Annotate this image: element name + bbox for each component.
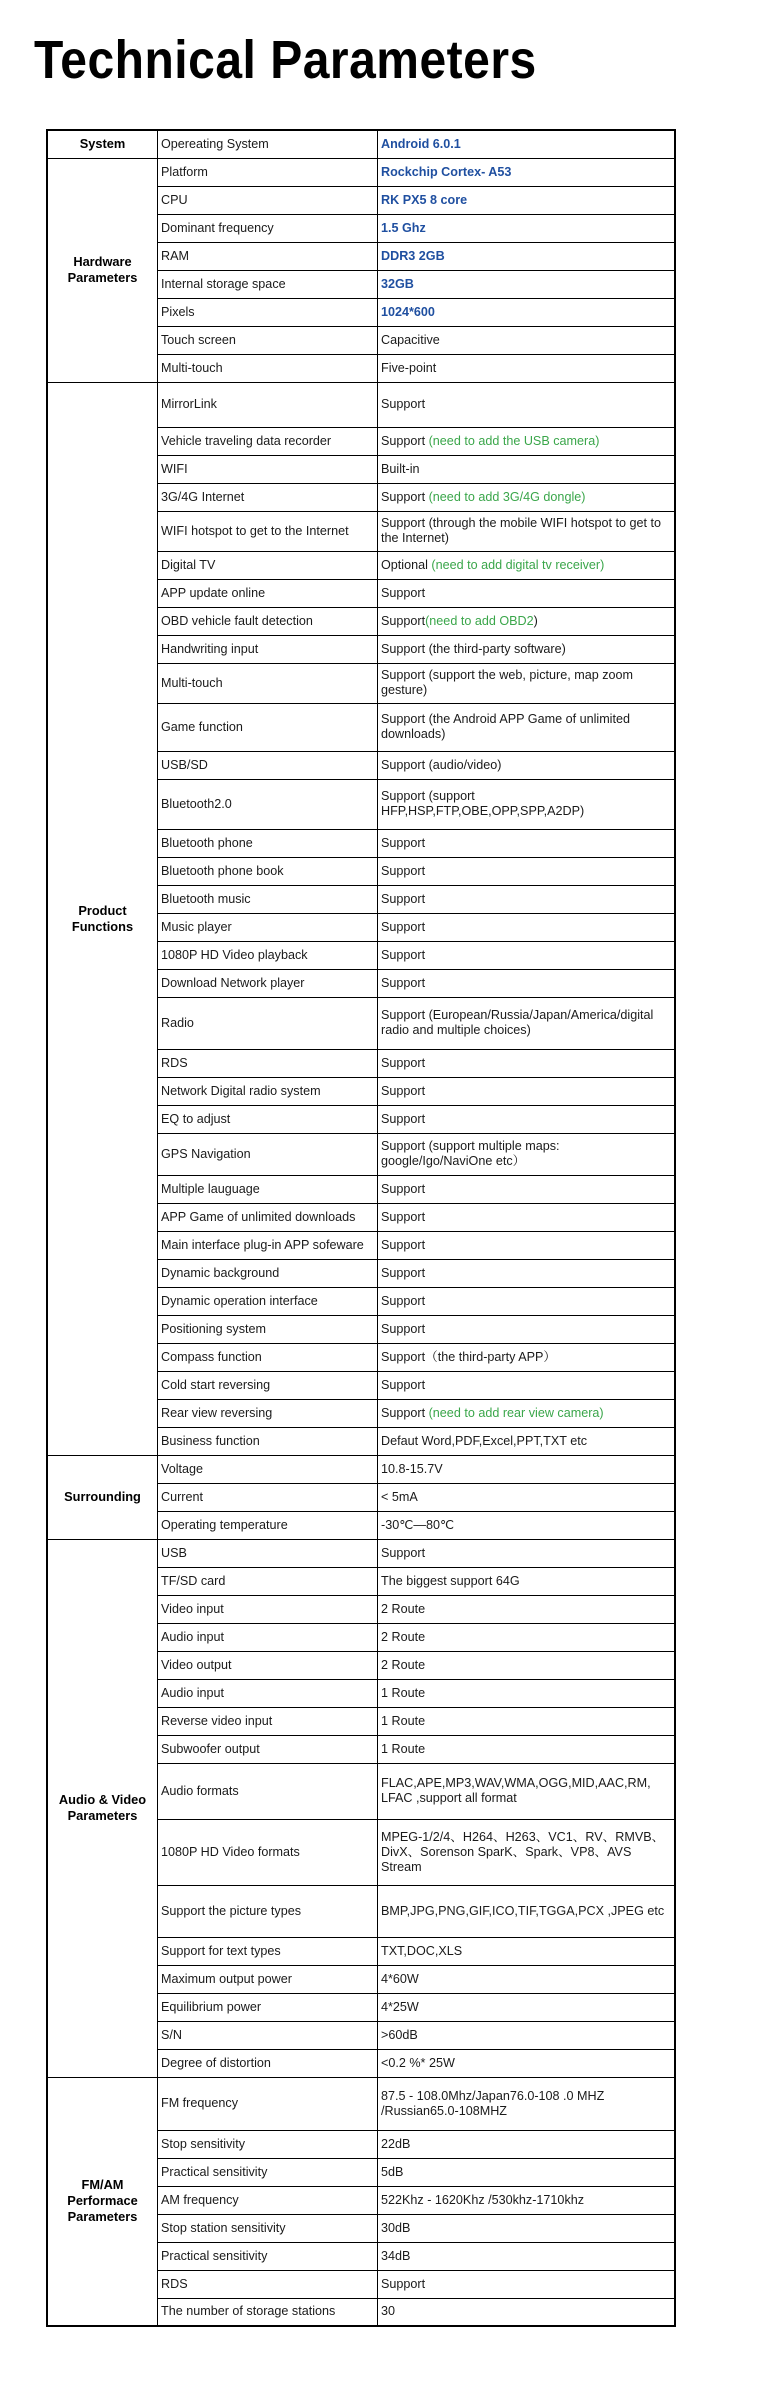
parameter-value — [378, 1511, 676, 1539]
parameter-value — [378, 2130, 676, 2158]
value-text: MPEG-1/2/4、H264、H263、VC1、RV、RMVB、DivX、Sorenson SparK、Spark、VP8、AVS Stream — [381, 1829, 665, 1874]
parameter-name: APP update online — [158, 579, 378, 607]
parameter-value — [378, 2242, 676, 2270]
value-text: 2 Route — [381, 1629, 426, 1644]
parameter-value — [378, 1133, 676, 1175]
value-text: Support — [381, 835, 426, 850]
parameter-value — [378, 969, 676, 997]
value-text: 10.8-15.7V — [381, 1461, 443, 1476]
parameter-value — [378, 1483, 676, 1511]
parameter-value — [378, 242, 676, 270]
table-row — [47, 158, 675, 186]
value-text: 22dB — [381, 2136, 411, 2151]
parameter-name: Opereating System — [158, 130, 378, 158]
parameter-value — [378, 511, 676, 551]
parameter-value — [378, 1371, 676, 1399]
parameter-name: Video input — [158, 1595, 378, 1623]
parameter-name: Compass function — [158, 1343, 378, 1371]
parameter-value — [378, 1679, 676, 1707]
parameter-name: Bluetooth music — [158, 885, 378, 913]
parameter-name: Internal storage space — [158, 270, 378, 298]
parameter-name: RDS — [158, 2270, 378, 2298]
value-text: 87.5 - 108.0Mhz/Japan76.0-108 .0 MHZ /Russian65.0-108MHZ — [381, 2088, 605, 2118]
parameter-name: Rear view reversing — [158, 1399, 378, 1427]
parameter-name: Main interface plug-in APP sofeware — [158, 1231, 378, 1259]
parameter-name: USB/SD — [158, 751, 378, 779]
parameter-value — [378, 298, 676, 326]
value-text: Support — [381, 585, 426, 600]
value-text: -30℃—80℃ — [381, 1517, 455, 1532]
value-text: 4*25W — [381, 1999, 419, 2014]
parameter-name: Multiple lauguage — [158, 1175, 378, 1203]
parameter-value — [378, 1763, 676, 1819]
value-text: >60dB — [381, 2027, 418, 2042]
parameter-value — [378, 1105, 676, 1133]
parameter-name: WIFI — [158, 455, 378, 483]
parameter-name: Game function — [158, 703, 378, 751]
parameter-value — [378, 186, 676, 214]
parameter-value — [378, 130, 676, 158]
parameter-name: 1080P HD Video playback — [158, 941, 378, 969]
parameter-name: Video output — [158, 1651, 378, 1679]
value-text: Rockchip Cortex- A53 — [381, 164, 512, 179]
parameter-value — [378, 2077, 676, 2130]
parameter-name: Pixels — [158, 298, 378, 326]
parameter-name: CPU — [158, 186, 378, 214]
value-text: Support (the third-party software) — [381, 641, 566, 656]
parameter-value — [378, 158, 676, 186]
value-text: Support — [381, 1083, 426, 1098]
parameter-name: Subwoofer output — [158, 1735, 378, 1763]
parameter-name: Platform — [158, 158, 378, 186]
parameter-value — [378, 551, 676, 579]
parameter-name: Positioning system — [158, 1315, 378, 1343]
value-text: Support (audio/video) — [381, 757, 502, 772]
value-note: (need to add 3G/4G dongle) — [428, 489, 586, 504]
parameter-name: AM frequency — [158, 2186, 378, 2214]
parameter-name: Stop station sensitivity — [158, 2214, 378, 2242]
value-text: 34dB — [381, 2248, 411, 2263]
value-text: Support — [381, 1181, 426, 1196]
parameter-name: Audio input — [158, 1623, 378, 1651]
parameter-value — [378, 214, 676, 242]
parameter-value — [378, 326, 676, 354]
table-row — [47, 2077, 675, 2130]
parameter-value — [378, 354, 676, 382]
parameter-value — [378, 1735, 676, 1763]
parameter-value — [378, 579, 676, 607]
parameter-value — [378, 2049, 676, 2077]
parameter-value — [378, 382, 676, 427]
parameter-name: RDS — [158, 1049, 378, 1077]
value-text: < 5mA — [381, 1489, 418, 1504]
value-text: 1 Route — [381, 1685, 426, 1700]
parameter-name: APP Game of unlimited downloads — [158, 1203, 378, 1231]
parameter-name: Multi-touch — [158, 663, 378, 703]
value-text: Support (through the mobile WIFI hotspot to get to the Internet) — [381, 516, 662, 545]
parameter-value — [378, 427, 676, 455]
parameter-name: Cold start reversing — [158, 1371, 378, 1399]
parameter-name: Stop sensitivity — [158, 2130, 378, 2158]
parameter-value — [378, 1819, 676, 1885]
parameter-name: Voltage — [158, 1455, 378, 1483]
category-cell: FM/AM Performace Parameters — [47, 2077, 158, 2326]
value-text: <0.2 %* 25W — [381, 2055, 455, 2070]
parameter-value — [378, 1231, 676, 1259]
parameter-name: Dominant frequency — [158, 214, 378, 242]
value-note: (need to add OBD2 — [425, 613, 534, 628]
parameter-value — [378, 1049, 676, 1077]
parameter-value — [378, 663, 676, 703]
parameter-value — [378, 2158, 676, 2186]
value-text: Support — [381, 947, 426, 962]
parameter-value — [378, 2298, 676, 2326]
parameter-value — [378, 2021, 676, 2049]
parameter-value — [378, 1567, 676, 1595]
value-text: Support — [381, 1209, 426, 1224]
value-text: Defaut Word,PDF,Excel,PPT,TXT etc — [381, 1433, 587, 1448]
value-text: Support — [381, 2276, 426, 2291]
value-text: Five-point — [381, 360, 437, 375]
parameter-name: Radio — [158, 997, 378, 1049]
value-text: Support — [381, 1293, 426, 1308]
parameter-name: Digital TV — [158, 551, 378, 579]
parameter-name: Dynamic background — [158, 1259, 378, 1287]
parameter-name: Practical sensitivity — [158, 2158, 378, 2186]
value-text: Support — [381, 397, 426, 411]
parameter-value — [378, 2270, 676, 2298]
value-text: 1.5 Ghz — [381, 220, 426, 235]
parameter-name: EQ to adjust — [158, 1105, 378, 1133]
page-title: Technical Parameters — [34, 31, 537, 91]
value-text: 5dB — [381, 2164, 404, 2179]
value-text: Capacitive — [381, 332, 440, 347]
parameter-value — [378, 1993, 676, 2021]
parameter-value — [378, 885, 676, 913]
parameter-value — [378, 1427, 676, 1455]
value-text: Support (support HFP,HSP,FTP,OBE,OPP,SPP,A2DP) — [381, 789, 585, 818]
value-text: BMP,JPG,PNG,GIF,ICO,TIF,TGGA,PCX ,JPEG etc — [381, 1903, 665, 1918]
parameter-name: Vehicle traveling data recorder — [158, 427, 378, 455]
technical-parameters-table — [46, 129, 676, 2327]
value-text: Optional — [381, 557, 432, 572]
parameter-name: 1080P HD Video formats — [158, 1819, 378, 1885]
category-cell: Surrounding — [47, 1455, 158, 1539]
value-text: 2 Route — [381, 1601, 426, 1616]
parameter-value — [378, 857, 676, 885]
value-text: 1024*600 — [381, 304, 435, 319]
parameter-name: Support for text types — [158, 1937, 378, 1965]
value-text: Support — [381, 1111, 426, 1126]
value-text: Support — [381, 1321, 426, 1336]
parameter-value — [378, 941, 676, 969]
parameter-value — [378, 1885, 676, 1937]
value-text: RK PX5 8 core — [381, 192, 468, 207]
value-text: Support — [381, 1237, 426, 1252]
parameter-name: WIFI hotspot to get to the Internet — [158, 511, 378, 551]
table-row — [47, 130, 675, 158]
value-text: Support — [381, 433, 429, 448]
parameter-value — [378, 1399, 676, 1427]
value-text: Support (support multiple maps: google/Igo/NaviOne etc） — [381, 1139, 560, 1168]
parameter-name: Audio formats — [158, 1763, 378, 1819]
parameter-name: Support the picture types — [158, 1885, 378, 1937]
parameter-name: Maximum output power — [158, 1965, 378, 1993]
table-row — [47, 1455, 675, 1483]
value-text: Support — [381, 1545, 426, 1560]
parameter-value — [378, 455, 676, 483]
parameter-value — [378, 751, 676, 779]
value-text: Support — [381, 919, 426, 934]
table-row — [47, 1539, 675, 1567]
value-text: Support — [381, 1055, 426, 1070]
parameter-value — [378, 1203, 676, 1231]
parameter-name: Music player — [158, 913, 378, 941]
parameter-name: Reverse video input — [158, 1707, 378, 1735]
value-text: 4*60W — [381, 1971, 419, 1986]
value-text: Built-in — [381, 461, 420, 476]
parameter-name: GPS Navigation — [158, 1133, 378, 1175]
parameter-value — [378, 270, 676, 298]
value-note: (need to add the USB camera) — [428, 433, 600, 448]
value-text: 1 Route — [381, 1741, 426, 1756]
parameter-value — [378, 483, 676, 511]
parameter-value — [378, 779, 676, 829]
parameter-name: S/N — [158, 2021, 378, 2049]
value-text: 30 — [381, 2304, 396, 2319]
parameter-name: FM frequency — [158, 2077, 378, 2130]
parameter-name: Multi-touch — [158, 354, 378, 382]
parameter-name: Practical sensitivity — [158, 2242, 378, 2270]
parameter-value — [378, 1965, 676, 1993]
parameter-value — [378, 1707, 676, 1735]
parameter-value — [378, 997, 676, 1049]
parameter-value — [378, 1077, 676, 1105]
parameter-name: USB — [158, 1539, 378, 1567]
parameter-value — [378, 1315, 676, 1343]
parameter-name: Download Network player — [158, 969, 378, 997]
parameter-value — [378, 1259, 676, 1287]
table-body — [47, 130, 675, 2326]
parameter-name: TF/SD card — [158, 1567, 378, 1595]
parameter-value — [378, 829, 676, 857]
value-text: 1 Route — [381, 1713, 426, 1728]
value-text: ) — [533, 613, 538, 628]
parameter-value — [378, 607, 676, 635]
value-text: Support (the Android APP Game of unlimited downloads) — [381, 712, 630, 741]
parameter-value — [378, 1175, 676, 1203]
value-text: Support — [381, 1377, 426, 1392]
parameter-name: Operating temperature — [158, 1511, 378, 1539]
parameter-name: Bluetooth phone — [158, 829, 378, 857]
category-cell: Product Functions — [47, 382, 158, 1455]
parameter-value — [378, 913, 676, 941]
category-cell: Audio & Video Parameters — [47, 1539, 158, 2077]
parameter-name: Network Digital radio system — [158, 1077, 378, 1105]
value-text: Support — [381, 891, 426, 906]
value-text: The biggest support 64G — [381, 1573, 520, 1588]
parameter-value — [378, 635, 676, 663]
parameter-name: Equilibrium power — [158, 1993, 378, 2021]
parameter-value — [378, 2214, 676, 2242]
parameter-value — [378, 703, 676, 751]
value-text: Support — [381, 613, 426, 628]
parameter-value — [378, 1455, 676, 1483]
parameter-value — [378, 1595, 676, 1623]
value-text: Support — [381, 975, 426, 990]
parameter-name: Audio input — [158, 1679, 378, 1707]
value-text: DDR3 2GB — [381, 248, 445, 263]
value-text: Support（the third-party APP） — [381, 1349, 556, 1364]
value-text: 30dB — [381, 2220, 411, 2235]
parameter-name: Degree of distortion — [158, 2049, 378, 2077]
parameter-value — [378, 1539, 676, 1567]
parameter-value — [378, 2186, 676, 2214]
value-text: 32GB — [381, 276, 414, 291]
value-text: FLAC,APE,MP3,WAV,WMA,OGG,MID,AAC,RM, LFAC ,support all format — [381, 1776, 651, 1805]
parameter-name: OBD vehicle fault detection — [158, 607, 378, 635]
parameter-name: Dynamic operation interface — [158, 1287, 378, 1315]
parameter-value — [378, 1343, 676, 1371]
value-text: 522Khz - 1620Khz /530khz-1710khz — [381, 2192, 585, 2207]
parameter-name: The number of storage stations — [158, 2298, 378, 2326]
value-text: Support — [381, 1265, 426, 1280]
parameter-value — [378, 1651, 676, 1679]
value-text: Support — [381, 863, 426, 878]
parameter-name: MirrorLink — [158, 382, 378, 427]
parameter-name: 3G/4G Internet — [158, 483, 378, 511]
value-text: Support — [381, 1405, 429, 1420]
parameter-value — [378, 1287, 676, 1315]
parameter-name: Touch screen — [158, 326, 378, 354]
value-text: Android 6.0.1 — [381, 136, 461, 151]
category-cell: System — [47, 130, 158, 158]
parameter-name: Bluetooth phone book — [158, 857, 378, 885]
category-cell: Hardware Parameters — [47, 158, 158, 382]
parameter-name: RAM — [158, 242, 378, 270]
parameter-name: Business function — [158, 1427, 378, 1455]
value-note: (need to add digital tv receiver) — [431, 557, 605, 572]
parameter-name: Bluetooth2.0 — [158, 779, 378, 829]
value-text: Support — [381, 489, 429, 504]
parameter-value — [378, 1623, 676, 1651]
table-row — [47, 382, 675, 427]
value-text: Support (support the web, picture, map zoom gesture) — [381, 668, 634, 697]
value-note: (need to add rear view camera) — [428, 1405, 604, 1420]
value-text: Support (European/Russia/Japan/America/digital radio and multiple choices) — [381, 1008, 654, 1037]
parameter-value — [378, 1937, 676, 1965]
parameter-name: Handwriting input — [158, 635, 378, 663]
parameter-name: Current — [158, 1483, 378, 1511]
value-text: 2 Route — [381, 1657, 426, 1672]
value-text: TXT,DOC,XLS — [381, 1943, 463, 1958]
